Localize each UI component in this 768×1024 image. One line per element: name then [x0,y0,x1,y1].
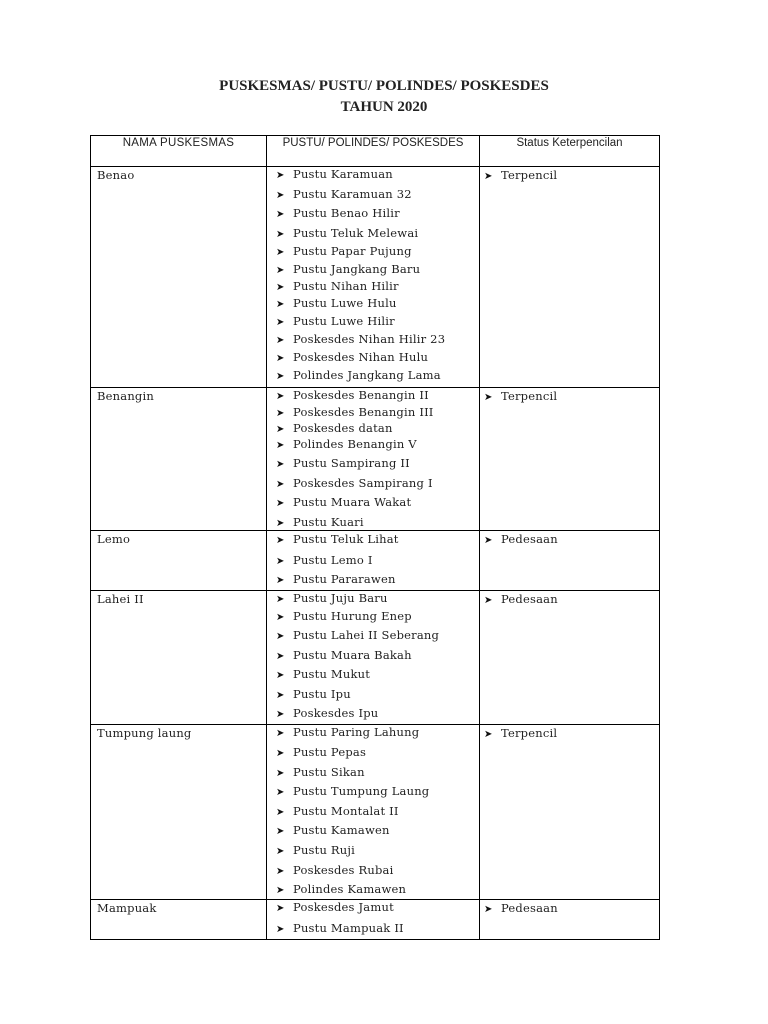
arrowhead-bullet-icon: ➤ [276,479,285,490]
cell-nama-puskesmas [91,167,267,388]
status-item [480,591,659,606]
arrowhead-bullet-icon: ➤ [276,924,285,935]
cell-nama-puskesmas [91,725,267,900]
cell-facility-list [267,531,480,591]
cell-status [480,388,660,531]
facility-name: Polindes Benangin V [293,437,417,451]
document-title: PUSKESMAS/ PUSTU/ POLINDES/ POSKESDES [219,78,549,94]
arrowhead-bullet-icon: ➤ [276,353,285,364]
facility-name: Pustu Pepas [293,745,367,759]
facility-name: Pustu Sikan [293,765,365,779]
list-item [276,421,393,437]
arrowhead-bullet-icon: ➤ [276,190,285,201]
list-item [276,609,412,625]
cell-nama-puskesmas [91,388,267,531]
arrowhead-bullet-icon: ➤ [276,440,285,451]
table-header-row [91,136,660,167]
list-item [276,368,441,384]
facility-name: Poskesdes Nihan Hulu [293,350,429,364]
facility-name: Pustu Muara Bakah [293,648,412,662]
arrowhead-bullet-icon: ➤ [276,728,285,739]
list-item [276,863,393,879]
facility-name: Pustu Luwe Hulu [293,296,397,310]
arrowhead-bullet-icon: ➤ [276,575,285,586]
list-item [276,572,396,588]
puskesmas-name: Mampuak [97,901,157,915]
arrowhead-bullet-icon: ➤ [276,518,285,529]
facility-name: Pustu Montalat II [293,804,399,818]
facility-name: Pustu Sampirang II [293,456,410,470]
arrowhead-bullet-icon: ➤ [276,408,285,419]
facility-name: Pustu Mampuak II [293,921,404,935]
cell-nama-puskesmas [91,531,267,591]
facility-name: Pustu Kuari [293,515,364,529]
facility-name: Pustu Papar Pujung [293,244,412,258]
arrowhead-bullet-icon: ➤ [276,335,285,346]
facility-name: Pustu Paring Lahung [293,725,420,739]
arrowhead-bullet-icon: ➤ [276,556,285,567]
list-item [276,262,420,278]
arrowhead-bullet-icon: ➤ [276,631,285,642]
arrowhead-bullet-icon: ➤ [276,265,285,276]
facility-name: Pustu Pararawen [293,572,396,586]
facility-name: Pustu Lahei II Seberang [293,628,440,642]
arrowhead-bullet-icon: ➤ [276,371,285,382]
arrowhead-bullet-icon: ➤ [276,826,285,837]
arrowhead-bullet-icon: ➤ [276,807,285,818]
arrowhead-bullet-icon: ➤ [276,459,285,470]
arrowhead-bullet-icon: ➤ [276,768,285,779]
cell-facility-list [267,167,480,388]
facility-name: Pustu Juju Baru [293,591,388,605]
arrowhead-bullet-icon: ➤ [276,391,285,402]
arrowhead-bullet-icon: ➤ [276,651,285,662]
puskesmas-name: Lahei II [97,592,144,606]
arrowhead-bullet-icon: ➤ [276,247,285,258]
list-item [276,332,445,348]
arrowhead-bullet-icon: ➤ [276,866,285,877]
facility-name: Pustu Lemo I [293,553,373,567]
list-item [276,921,404,937]
list-item [276,882,406,898]
table-row [91,388,660,531]
list-item [276,687,351,703]
arrowhead-bullet-icon: ➤ [276,282,285,293]
arrowhead-bullet-icon: ➤ [276,846,285,857]
arrowhead-bullet-icon: ➤ [276,209,285,220]
arrowhead-bullet-icon: ➤ [276,709,285,720]
arrowhead-bullet-icon: ➤ [276,170,285,181]
list-item [276,900,394,916]
cell-status [480,531,660,591]
arrowhead-bullet-icon: ➤ [276,498,285,509]
table-row [91,531,660,591]
arrowhead-bullet-icon: ➤ [276,612,285,623]
facility-name: Poskesdes Benangin III [293,405,434,419]
puskesmas-name: Tumpung laung [97,726,192,740]
arrowhead-bullet-icon: ➤ [484,535,493,546]
puskesmas-name: Benao [97,168,135,182]
list-item [276,553,373,569]
facility-name: Pustu Karamuan [293,167,393,181]
list-item [276,405,434,421]
facility-name: Polindes Jangkang Lama [293,368,441,382]
facility-name: Poskesdes Ipu [293,706,379,720]
list-item [276,296,397,312]
list-item [276,706,378,722]
facility-name: Polindes Kamawen [293,882,407,896]
list-item [276,350,428,366]
status-text: Pedesaan [501,592,558,606]
list-item [276,784,429,800]
list-item [276,532,399,548]
facility-list [267,388,479,530]
cell-facility-list [267,388,480,531]
status-text: Terpencil [501,389,558,403]
header-status-keterpencilan: Status Keterpencilan [480,136,660,167]
arrowhead-bullet-icon: ➤ [484,904,493,915]
facility-name: Pustu Teluk Lihat [293,532,399,546]
list-item [276,823,390,839]
facility-name: Pustu Luwe Hilir [293,314,395,328]
list-item [276,279,399,295]
puskesmas-table [90,135,660,940]
facility-name: Poskesdes Benangin II [293,388,429,402]
puskesmas-name: Lemo [97,532,131,546]
facility-name: Pustu Hurung Enep [293,609,412,623]
facility-name: Poskesdes Rubai [293,863,394,877]
list-item [276,628,439,644]
arrowhead-bullet-icon: ➤ [276,229,285,240]
cell-facility-list [267,900,480,940]
arrowhead-bullet-icon: ➤ [484,595,493,606]
arrowhead-bullet-icon: ➤ [276,535,285,546]
list-item [276,314,395,330]
list-item [276,476,433,492]
list-item [276,187,412,203]
arrowhead-bullet-icon: ➤ [276,787,285,798]
table-body [91,167,660,940]
facility-name: Pustu Kamawen [293,823,390,837]
status-item [480,388,659,403]
status-item [480,725,659,740]
facility-list [267,531,479,590]
facility-name: Poskesdes Nihan Hilir 23 [293,332,446,346]
facility-name: Pustu Mukut [293,667,371,681]
status-text: Pedesaan [501,532,558,546]
facility-name: Pustu Nihan Hilir [293,279,399,293]
puskesmas-name: Benangin [97,389,154,403]
cell-facility-list [267,725,480,900]
list-item [276,745,366,761]
table-row [91,725,660,900]
arrowhead-bullet-icon: ➤ [276,903,285,914]
header-pustu-polindes-poskesdes: PUSTU/ POLINDES/ POSKESDES [267,136,480,167]
list-item [276,725,419,741]
facility-name: Pustu Tumpung Laung [293,784,430,798]
cell-status [480,725,660,900]
arrowhead-bullet-icon: ➤ [276,690,285,701]
cell-facility-list [267,591,480,725]
cell-nama-puskesmas [91,591,267,725]
document-subtitle-year: TAHUN 2020 [340,99,428,115]
list-item [276,765,365,781]
list-item [276,206,400,222]
cell-status [480,167,660,388]
facility-name: Poskesdes Sampirang I [293,476,433,490]
list-item [276,515,364,531]
cell-status [480,900,660,940]
table-row [91,900,660,940]
facility-name: Pustu Muara Wakat [293,495,412,509]
list-item [276,591,388,607]
status-text: Terpencil [501,726,558,740]
list-item [276,226,418,242]
list-item [276,843,355,859]
table-row [91,591,660,725]
list-item [276,648,412,664]
facility-name: Poskesdes Jamut [293,900,394,914]
arrowhead-bullet-icon: ➤ [276,885,285,896]
arrowhead-bullet-icon: ➤ [276,424,285,435]
facility-name: Poskesdes datan [293,421,393,435]
arrowhead-bullet-icon: ➤ [276,594,285,605]
header-nama-puskesmas: NAMA PUSKESMAS [91,136,267,167]
facility-name: Pustu Karamuan 32 [293,187,412,201]
facility-name: Pustu Jangkang Baru [293,262,421,276]
list-item [276,495,411,511]
status-item [480,167,659,182]
facility-list [267,725,479,899]
cell-nama-puskesmas [91,900,267,940]
list-item [276,244,412,260]
arrowhead-bullet-icon: ➤ [484,392,493,403]
table-row [91,167,660,388]
facility-name: Pustu Ipu [293,687,351,701]
arrowhead-bullet-icon: ➤ [276,299,285,310]
list-item [276,804,399,820]
status-text: Terpencil [501,168,558,182]
status-text: Pedesaan [501,901,558,915]
list-item [276,167,393,183]
status-item [480,531,659,546]
list-item [276,388,429,404]
arrowhead-bullet-icon: ➤ [276,748,285,759]
facility-name: Pustu Ruji [293,843,356,857]
list-item [276,456,410,472]
arrowhead-bullet-icon: ➤ [484,171,493,182]
facility-name: Pustu Benao Hilir [293,206,400,220]
facility-list [267,167,479,387]
cell-status [480,591,660,725]
facility-list [267,591,479,724]
arrowhead-bullet-icon: ➤ [276,317,285,328]
arrowhead-bullet-icon: ➤ [484,729,493,740]
status-item [480,900,659,915]
facility-list [267,900,479,939]
facility-name: Pustu Teluk Melewai [293,226,419,240]
list-item [276,437,417,453]
list-item [276,667,370,683]
arrowhead-bullet-icon: ➤ [276,670,285,681]
